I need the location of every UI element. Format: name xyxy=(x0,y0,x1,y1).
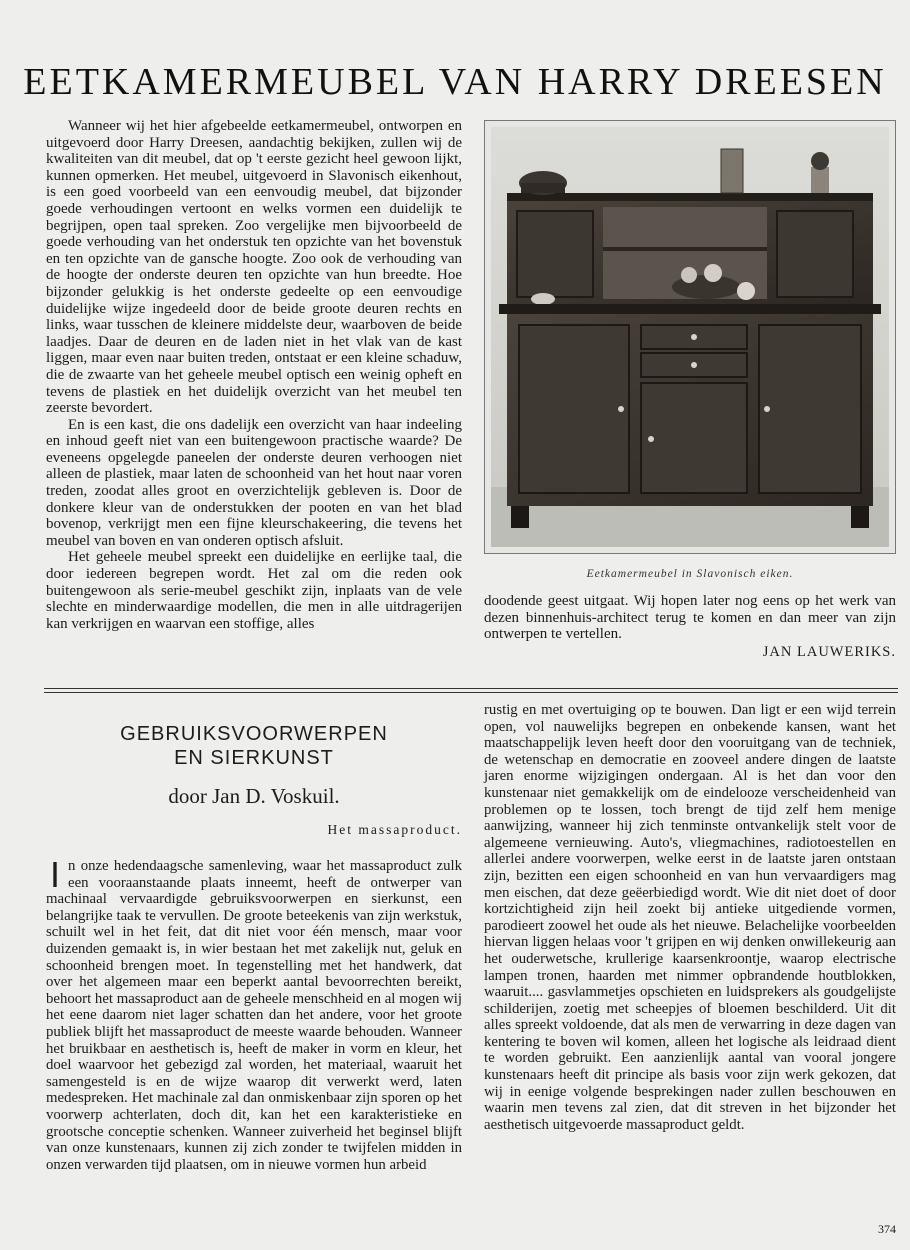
article2-left-column xyxy=(46,854,462,1173)
article1-paragraph: Wanneer wij het hier afgebeelde eetkamermeubel, ontworpen en uitgevoerd door Harry Dreesen, aandachtig bekijken, zullen wij de kwaliteiten van dit meubel, dat op 't eerste gezicht heel gewoon lijkt, kunnen opmerken. Het meubel, uitgevoerd in Slavonisch eikenhout, is een goed voorbeeld van een eenvoudig meubel, dat bijzonder goede verhoudingen vertoont en welks vormen een duidelijk te begrijpen, open taal spreken. Zoo vergelijke men bijvoorbeeld de goede verhouding van het onderstuk ten opzichte van het bovenstuk en ten opzichte van de gansche hoogte. Zoo ook de verhouding van de hoogte der onderste deuren ten opzichte van hun breedte. Hoe bijzonder gelukkig is het onderste gedeelte op een eenvoudige duidelijke wijze ingedeeld door de beide groote deuren rechts en links, waar tusschen de kleinere middelste deur, waarboven de beide laadjes. Daar de deuren en de laden niet in het vlak van de kast liggen, maar even naar buiten treden, ontstaat er een kleine schaduw, die de zwaarte van het geheele meubel optisch een weinig opheft en tevens de plastiek en het duidelijk overzicht van het meubel ten zeerste bevordert. xyxy=(46,118,462,417)
article1-signature: JAN LAUWERIKS. xyxy=(762,644,896,660)
page-number: 374 xyxy=(878,1222,896,1236)
article1-paragraph: Het geheele meubel spreekt een duidelijke en eerlijke taal, die door iedereen begrepen wordt. Het zal om die reden ook buitengewoon als serie-meubel geschikt zijn, inplaats van de vele slechte en minderwaardige modellen, die men in alle uitdragerijen kan verkrijgen en waarvan een stoffige, alles xyxy=(46,549,462,632)
sideboard-illustration xyxy=(491,127,889,547)
article2-author: door Jan D. Voskuil. xyxy=(168,784,340,808)
section-divider xyxy=(44,688,898,689)
article1-left-column xyxy=(46,118,462,632)
article2-paragraph: rustig en met overtuiging op te bouwen. Dan ligt er een wijd terrein open, vol nauwelijks begrepen en onbekende kansen, want het maatschappelijk leven heeft door den vooruitgang van de techniek, de wetenschap en democratie en zooveel andere dingen de laatste jaren enorme wijzigingen ondergaan. Al is het dan voor den kunstenaar niet gemakkelijk om de eindelooze verscheidenheid van problemen op te lossen, toch brengt de tijd zelf hem menige aanwijzing, wanneer hij zich tenminste ontvankelijk stelt voor de algemeene vernieuwing. Auto's, vliegmachines, radiotoestellen en allerlei andere voorwerpen, welke eerst in de laatste jaren ontstaan zijn, bezitten een eigen schoonheid en van hun vervaardigers mag men eischen, dat deze geëerbiedigd wordt. Wie dit niet doet of door kortzichtigheid zijn heil zoekt bij antieke uitgediende vormen, parodieert zoowel het oude als het nieuwe. Belachelijke voorbeelden hiervan liggen helaas voor 't grijpen en wij denken onwillekeurig aan het ouderwetsche, krullerige kaarsenkroontje, waarop electrische lampen tronen, haarden met nimmer opbrandende houtblokken, waaruit.... gasvlammetjes opschieten en luidsprekers als goudgelijste schilderijen, zoetig met scheepjes of bloemen beschilderd. Uit dit alles spreekt voldoende, dat als men de verwarring in deze dagen van kentering te boven wil komen, alleen het logische als leidraad dient te worden gebruikt. Een aanzienlijk aantal van vooral jongere kunstenaars heeft dit principe als basis voor zijn werk gekozen, dat wij in eenige volgende besprekingen nader zullen beschouwen en waarin men tevens zal zien, dat dit streven in het bijzonder het aesthetisch uitgevoerde massaproduct geldt. xyxy=(484,702,896,1133)
article2-title-line: EN SIERKUNST xyxy=(174,747,334,769)
sideboard-photo xyxy=(484,120,896,554)
article1-paragraph: En is een kast, die ons dadelijk een overzicht van haar indeeling en inhoud geeft niet van een buitengewoon practische waarde? De eveneens opgelegde paneelen der onderste deuren verhoogen niet alleen de plastiek, maar laten de schoonheid van het hout naar voren treden, zoodat alles groot en overzichtelijk gebleven is. Door de donkere kleur van de onderstukken der pooten en van het blad bovenop, verkrijgt men een fijne kleurschakeering, die tevens het meubel van boven en van onderen optisch afsluit. xyxy=(46,416,462,549)
article2-title-line: GEBRUIKSVOORWERPEN xyxy=(120,723,388,745)
article2-subtitle: Het massaproduct. xyxy=(327,822,462,837)
article1-paragraph: doodende geest uitgaat. Wij hopen later nog eens op het werk van dezen binnenhuis-architect terug te komen en dan meer van zijn ontwerpen te vertellen. xyxy=(484,593,896,643)
article2-paragraph xyxy=(46,854,462,1173)
article2-right-column xyxy=(484,702,896,1133)
drop-cap: I xyxy=(50,854,61,895)
article-title: EETKAMERMEUBEL VAN HARRY DREESEN xyxy=(23,61,887,103)
article2-title xyxy=(46,722,462,770)
section-divider xyxy=(44,692,898,693)
article1-right-column xyxy=(484,593,896,643)
photo-caption: Eetkamermeubel in Slavonisch eiken. xyxy=(586,568,794,580)
article2-paragraph-text: n onze hedendaagsche samenleving, waar het massaproduct zulk een vooraanstaande plaats inneemt, heeft de ontwerper van machinaal vervaardigde gebruiksvoorwerpen en sierkunst, een belangrijke taak te vervullen. De groote beteekenis van zijn werkstuk, schuilt wel in het feit, dat dit niet voor één mensch, maar voor duizenden gemaakt is, in wier bestaan het met zakelijk nut, geluk en schoonheid brengen moet. In tegenstelling met het handwerk, dat over het algemeen maar een beperkt aantal bevoorrechten bereikt, behoort het massaproduct aan de geheele menschheid en al mogen wij het eene daarom niet lager schatten dan het andere, voor het groote publiek blijft het massaproduct de meeste waarde behouden. Wanneer het bruikbaar en aesthetisch is, heeft de maker in vorm en kleur, het doel waarvoor het gebezigd zal worden, het materiaal, waaruit het samengesteld is en de wijze waarop dit verwerkt werd, laten medespreken. Het machinale zal dan onmiskenbaar zijn sporen op het voorwerp achterlaten, doch dit, kan het een karakteristieke en grootsche conceptie schenken. Wanneer zuiverheid het beginsel blijft van onze kunstenaars, kunnen zij zich zonder te twijfelen midden in onzen verwarden tijd plaatsen, om in nieuwe vormen hun arbeid xyxy=(46,858,462,1173)
